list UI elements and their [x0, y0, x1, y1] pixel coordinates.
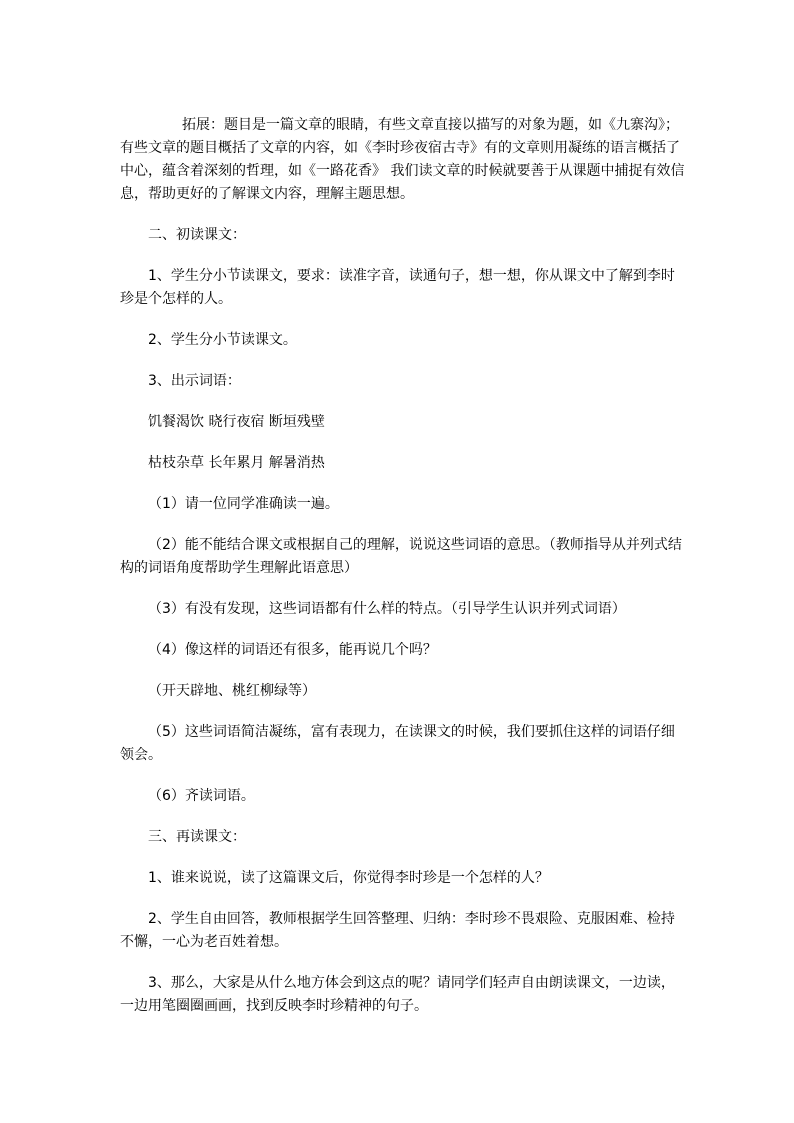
word-list-line-2: 枯枝杂草 长年累月 解暑消热	[148, 455, 325, 471]
sub-item-6: （6）齐读词语。	[148, 788, 255, 804]
paragraph-item-second-3: 3、那么，大家是从什么地方体会到这点的呢？请同学们轻声自由朗读课文，一边读，一边用笔圈圈画画，找到反映李时珍精神的句子。	[120, 975, 675, 1014]
sub-item-4-answer: （开天辟地、桃红柳绿等）	[148, 683, 316, 699]
sub-item-4: （4）像这样的词语还有很多，能再说几个吗？	[148, 642, 437, 658]
section-heading-first-reading: 二、初读课文：	[148, 227, 246, 243]
document-body	[120, 114, 686, 1036]
section-heading-second-reading: 三、再读课文：	[148, 829, 246, 845]
paragraph-item-second-2: 2、学生自由回答，教师根据学生回答整理、归纳：李时珍不畏艰险、克服困难、检持不懈，一心为老百姓着想。	[120, 911, 675, 950]
word-list-line-1: 饥餐渴饮 晓行夜宿 断垣残壁	[148, 414, 325, 430]
paragraph-item-1: 1、学生分小节读课文，要求：读准字音，读通句子，想一想，你从课文中了解到李时珍是个怎样的人。	[120, 268, 675, 307]
sub-item-2: （2）能不能结合课文或根据自己的理解，说说这些词语的意思。（教师指导从并列式结构的词语角度帮助学生理解此语意思）	[120, 537, 682, 576]
paragraph-item-second-1: 1、谁来说说，读了这篇课文后，你觉得李时珍是一个怎样的人？	[148, 870, 549, 886]
sub-item-3: （3）有没有发现，这些词语都有什么样的特点。（引导学生认识并列式词语）	[148, 601, 626, 617]
paragraph-item-2: 2、学生分小节读课文。	[148, 332, 297, 348]
paragraph-item-3: 3、出示词语：	[148, 373, 241, 389]
intro-paragraph: 拓展：题目是一篇文章的眼睛，有些文章直接以描写的对象为题，如《九寨沟》；有些文章的题目概括了文章的内容，如《李时珍夜宿古寺》有的文章则用凝练的语言概括了中心，蕴含着深刻的哲理，如《一路花香》 我们读文章的时候就要善于从课题中捕捉有效信息，帮助更好的了解课文内容，理解主题思想。	[120, 117, 685, 202]
sub-item-5: （5）这些词语简洁凝练，富有表现力，在读课文的时候，我们要抓住这样的词语仔细领会。	[120, 724, 675, 763]
sub-item-1: （1）请一位同学准确读一遍。	[148, 496, 339, 512]
